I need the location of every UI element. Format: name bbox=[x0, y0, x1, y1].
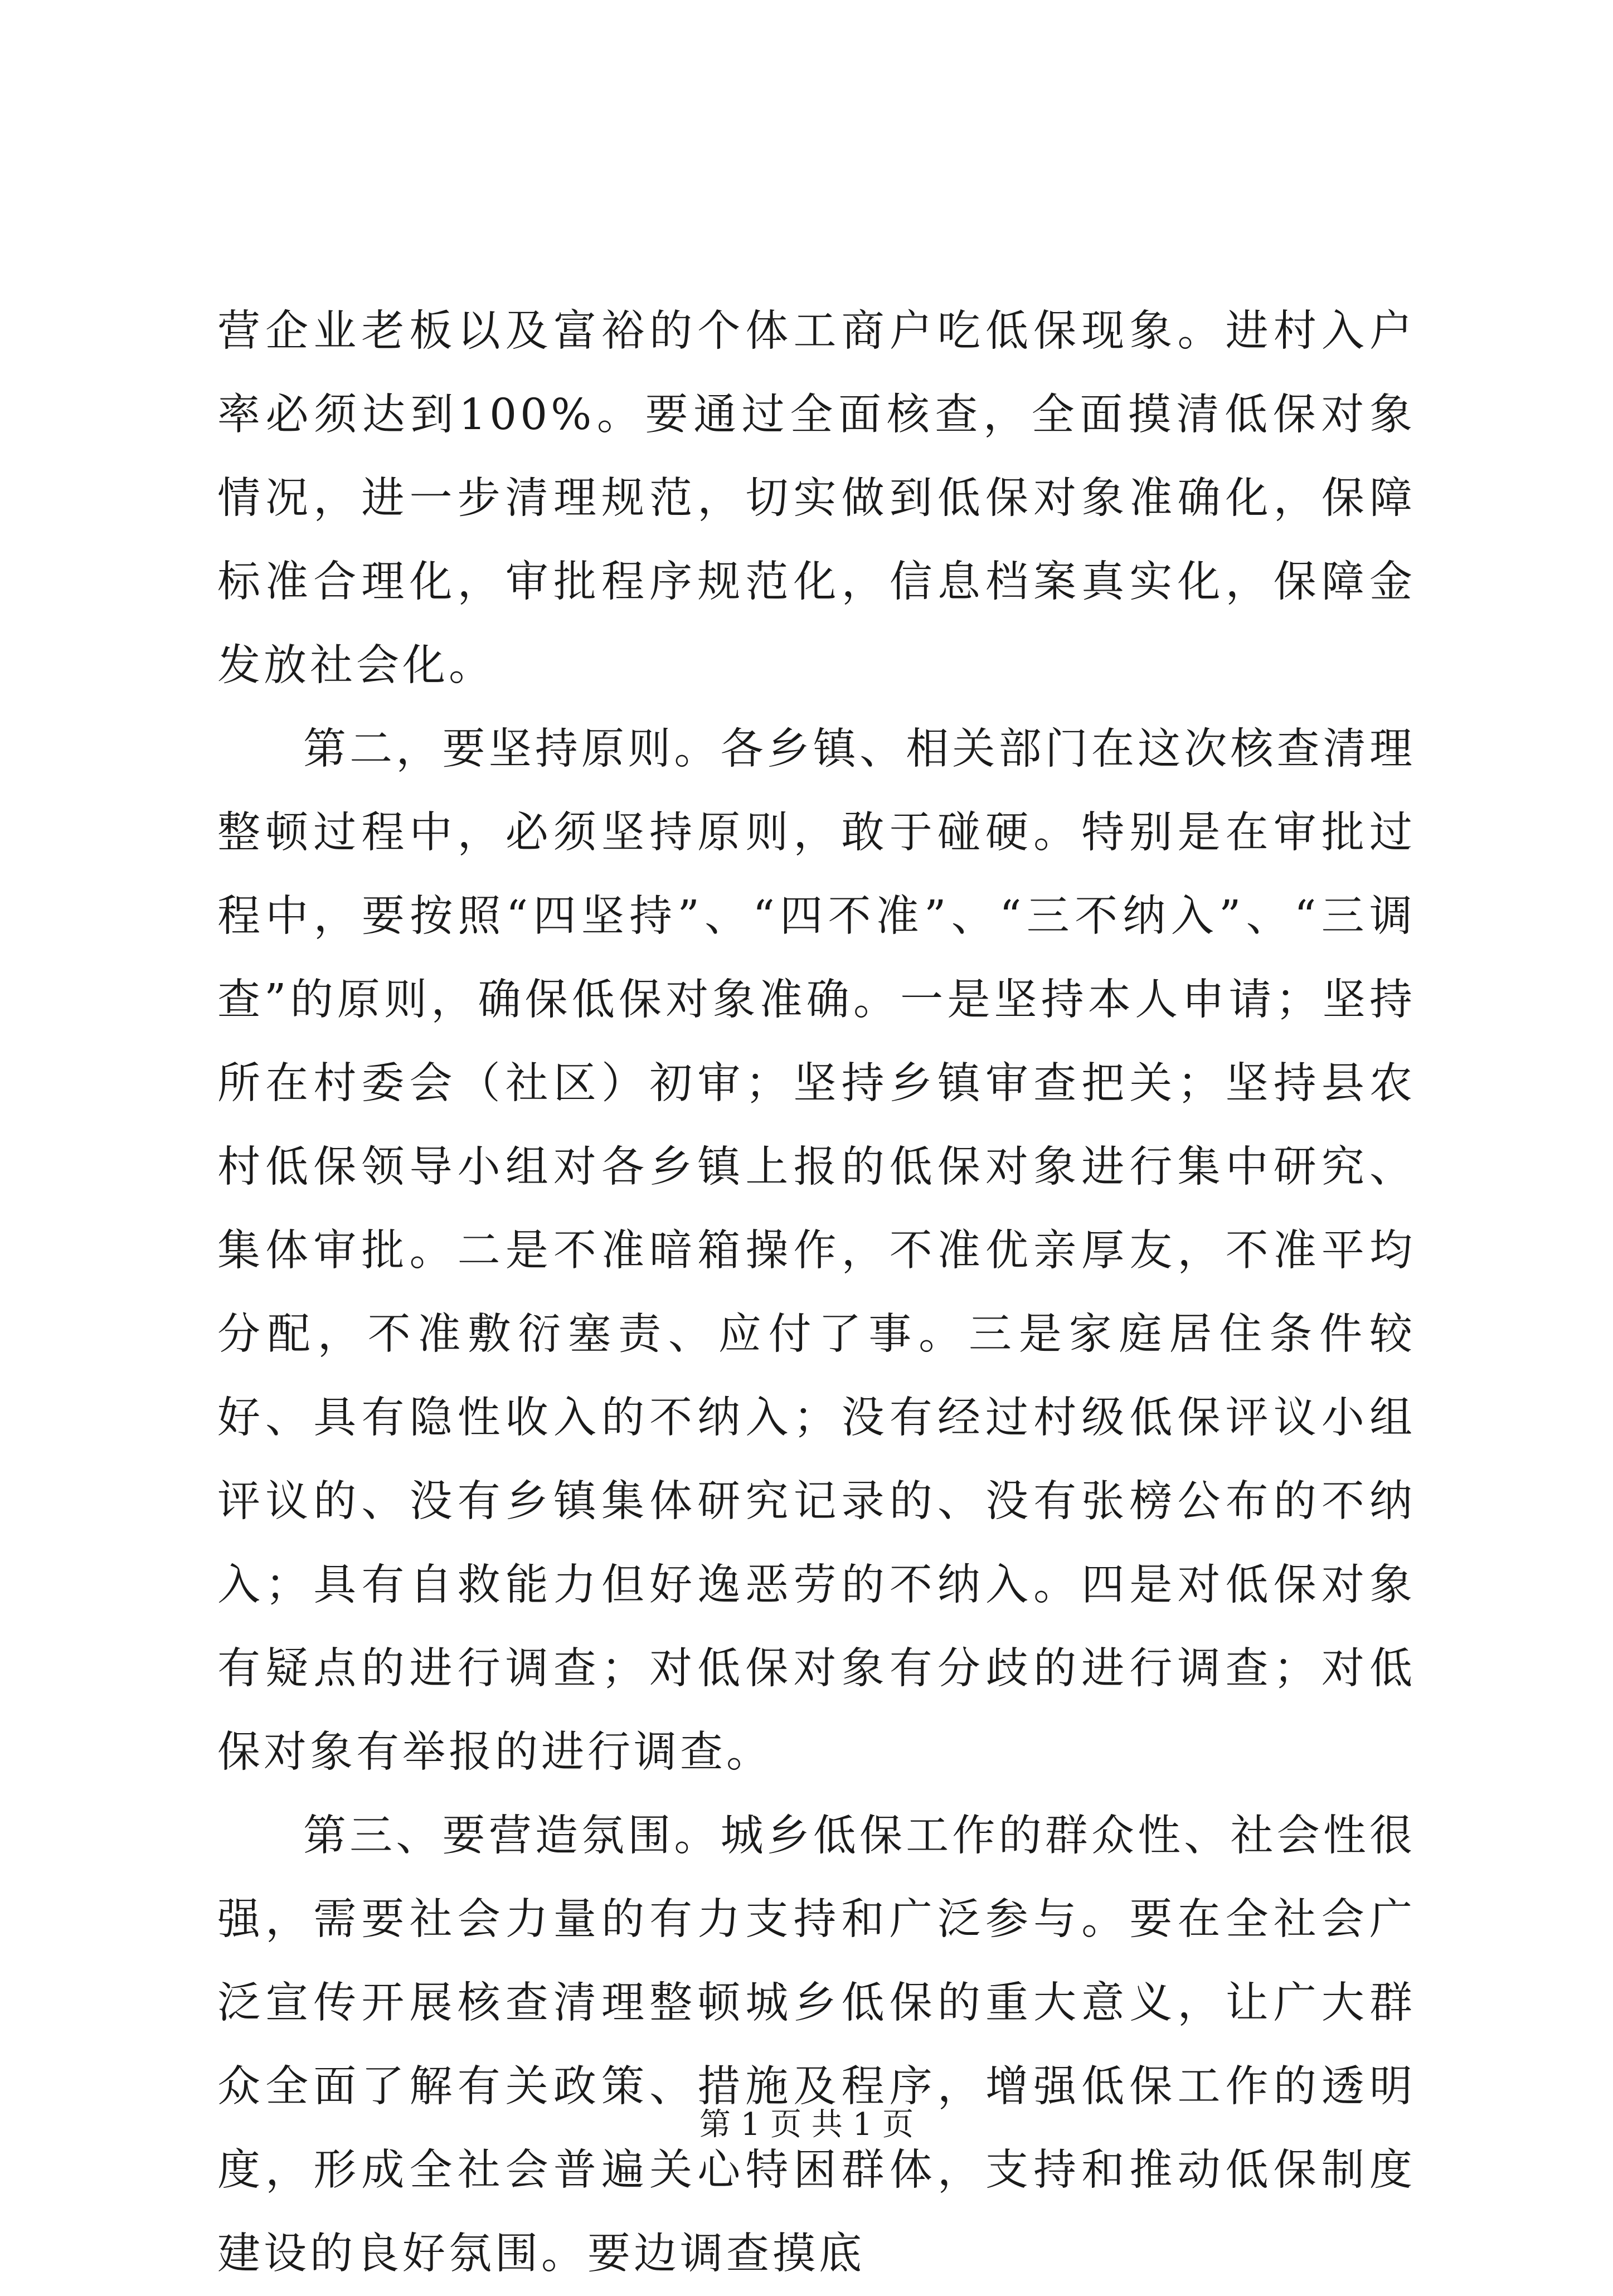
paragraph-third-atmosphere: 第三、要营造氛围。城乡低保工作的群众性、社会性很强，需要社会力量的有力支持和广泛参与。要在全社会广泛宣传开展核查清理整顿城乡低保的重大意义，让广大群众全面了解有关政策、措施及程序，增强低保工作的透明度，形成全社会普遍关心特困群体，支持和推动低保制度建设的良好氛围。要边调查摸底 bbox=[217, 1811, 1416, 2279]
page-footer: 第 1 页 共 1 页 bbox=[699, 2107, 914, 2143]
document-body bbox=[217, 290, 1416, 2296]
paragraph-second-principle: 第二，要坚持原则。各乡镇、相关部门在这次核查清理整顿过程中，必须坚持原则，敢于碰硬。特别是在审批过程中，要按照“四坚持”、“四不准”、“三不纳入”、“三调查”的原则，确保低保对象准确。一是坚持本人申请；坚持所在村委会（社区）初审；坚持乡镇审查把关；坚持县农村低保领导小组对各乡镇上报的低保对象进行集中研究、集体审批。二是不准暗箱操作，不准优亲厚友，不准平均分配，不准敷衍塞责、应付了事。三是家庭居住条件较好、具有隐性收入的不纳入；没有经过村级低保评议小组评议的、没有乡镇集体研究记录的、没有张榜公布的不纳入；具有自救能力但好逸恶劳的不纳入。四是对低保对象有疑点的进行调查；对低保对象有分歧的进行调查；对低保对象有举报的进行调查。 bbox=[217, 724, 1416, 1777]
paragraph-continuation: 营企业老板以及富裕的个体工商户吃低保现象。进村入户率必须达到100%。要通过全面核查，全面摸清低保对象情况，进一步清理规范，切实做到低保对象准确化，保障标准合理化，审批程序规范化，信息档案真实化，保障金发放社会化。 bbox=[217, 307, 1416, 690]
